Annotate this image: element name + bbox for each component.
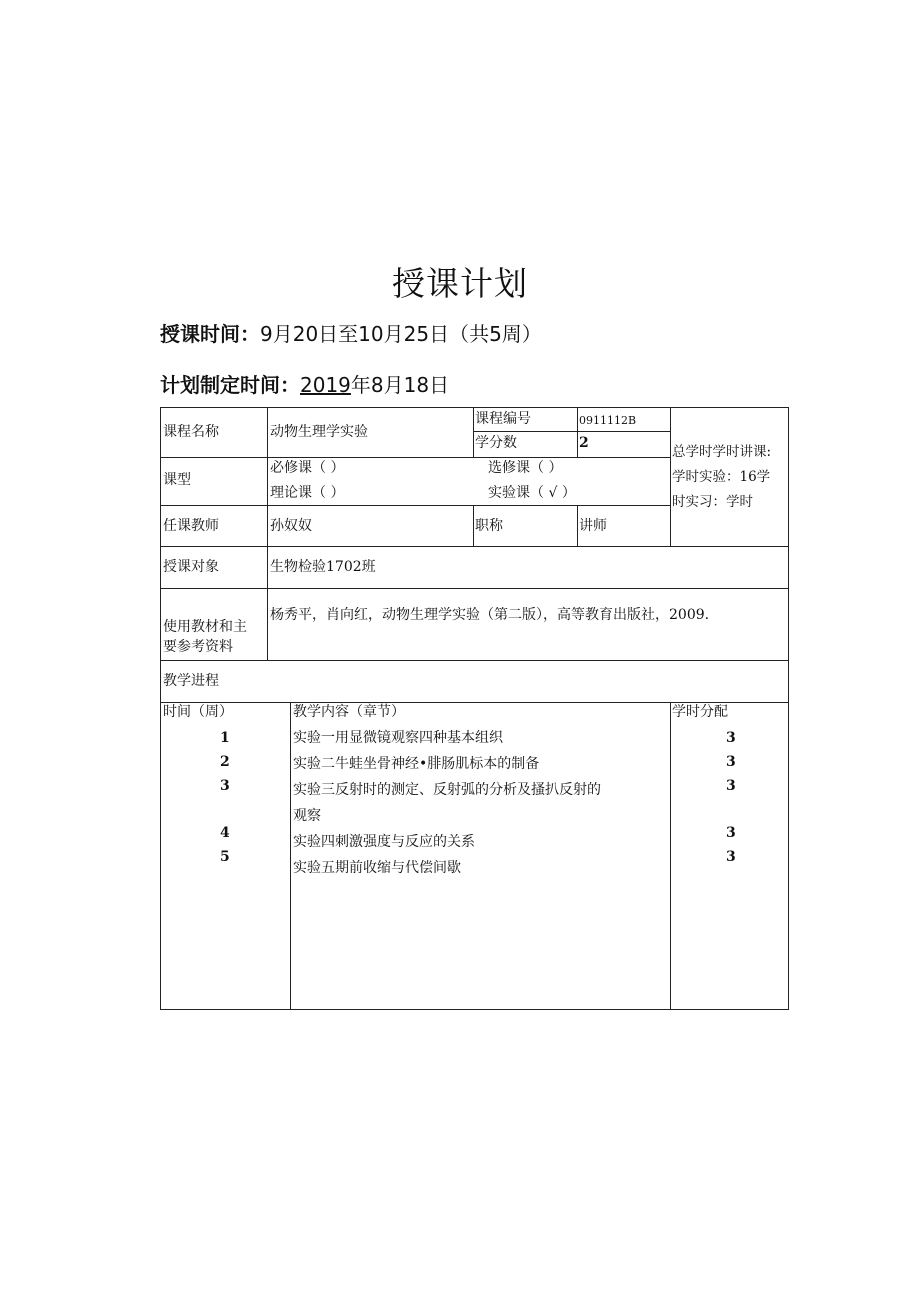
credits-label: 学分数	[475, 435, 517, 451]
lesson-content: 实验一用显微镜观察四种基本组织	[293, 730, 503, 746]
table-rule	[160, 588, 789, 589]
rank-label: 职称	[475, 518, 503, 534]
target-label: 授课对象	[163, 559, 219, 575]
hours-line: 总学时学时讲课:	[672, 444, 772, 460]
table-rule	[473, 431, 670, 432]
lesson-content: 实验五期前收缩与代偿间歇	[293, 860, 461, 876]
lesson-hours: 3	[726, 825, 736, 841]
textbook: 杨秀平，肖向红，动物生理学实验（第二版），高等教育出版社，2009.	[270, 607, 710, 623]
plan-date-rest: 年8月18日	[350, 373, 450, 397]
lesson-hours: 3	[726, 778, 736, 794]
table-rule	[160, 546, 789, 547]
table-rule	[290, 702, 291, 1010]
textbook-label-line: 要参考资料	[163, 639, 233, 655]
table-rule	[160, 660, 789, 661]
plan-table	[160, 407, 789, 1010]
progress-label: 教学进程	[163, 673, 219, 689]
textbook-label-line: 使用教材和主	[163, 619, 247, 635]
course-name-label: 课程名称	[163, 424, 219, 440]
required-option: 必修课（ ）	[270, 460, 345, 476]
week-number: 5	[220, 849, 230, 865]
plan-date-label: 计划制定时间：	[160, 373, 300, 397]
total-hours-info	[672, 440, 771, 515]
hours-line: 学时实验：16学	[672, 469, 771, 485]
lesson-content: 实验二牛蛙坐骨神经•腓肠肌标本的制备	[293, 756, 540, 772]
lesson-hours: 3	[726, 849, 736, 865]
teaching-period-label: 授课时间：	[160, 322, 260, 346]
textbook-label	[163, 617, 247, 657]
table-rule	[160, 457, 670, 458]
theory-option: 理论课（ ）	[270, 485, 345, 501]
teaching-period-value: 9月20日至10月25日（共5周）	[260, 322, 542, 346]
table-rule	[160, 407, 789, 408]
lesson-hours: 3	[726, 730, 736, 746]
table-rule	[577, 505, 578, 547]
table-rule	[160, 505, 670, 506]
table-rule	[267, 407, 268, 661]
table-rule	[160, 407, 161, 1010]
teacher-name: 孙奴奴	[270, 518, 312, 534]
plan-date-year: 2019	[300, 373, 351, 397]
week-number: 2	[220, 754, 230, 770]
content-column-header: 教学内容（章节）	[293, 704, 405, 720]
lab-option: 实验课（ √ ）	[488, 485, 576, 501]
course-name: 动物生理学实验	[270, 424, 368, 440]
week-number: 1	[220, 730, 230, 746]
lesson-content: 观察	[293, 808, 321, 824]
lesson-content: 实验三反射时的测定、反射弧的分析及搔扒反射的	[293, 782, 601, 798]
teacher-label: 任课教师	[163, 518, 219, 534]
table-rule	[160, 1009, 789, 1010]
week-column-header: 时间（周）	[163, 704, 233, 720]
plan-date	[160, 369, 449, 398]
week-number: 3	[220, 778, 230, 794]
teaching-period	[160, 318, 542, 347]
course-type-label: 课型	[163, 472, 191, 488]
course-code-label: 课程编号	[475, 411, 531, 427]
hours-line: 时实习：学时	[672, 494, 753, 510]
table-rule	[473, 407, 474, 457]
week-number: 4	[220, 825, 230, 841]
rank: 讲师	[579, 518, 607, 534]
hours-column-header: 学时分配	[672, 704, 728, 720]
table-rule	[670, 702, 671, 1010]
course-code: 0911112B	[579, 414, 637, 427]
table-rule	[577, 407, 578, 457]
elective-option: 选修课（ ）	[488, 460, 563, 476]
page-title: 授课计划	[392, 264, 528, 303]
table-rule	[670, 407, 671, 547]
lesson-hours: 3	[726, 754, 736, 770]
target-class: 生物检验1702班	[270, 559, 376, 575]
lesson-content: 实验四刺激强度与反应的关系	[293, 834, 475, 850]
credits: 2	[579, 435, 589, 451]
table-rule	[788, 407, 789, 1010]
table-rule	[473, 505, 474, 547]
